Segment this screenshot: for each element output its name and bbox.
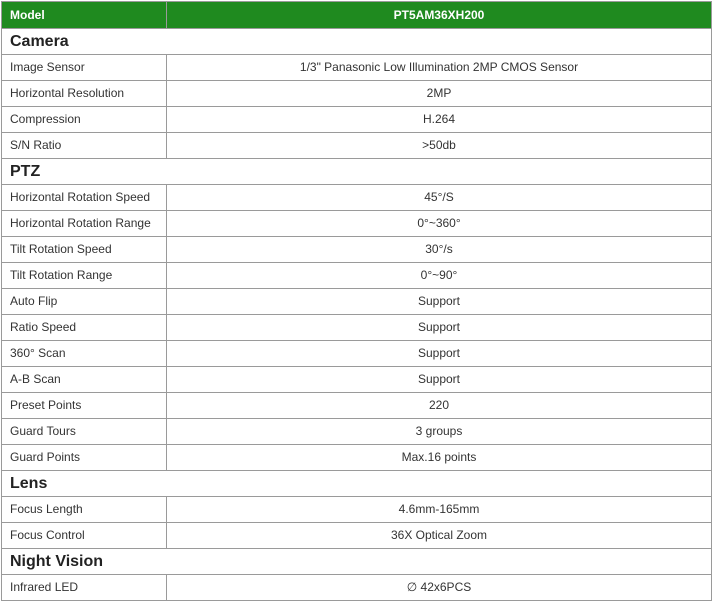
spec-value: 1/3" Panasonic Low Illumination 2MP CMOS Sensor xyxy=(167,55,712,81)
spec-label: 360° Scan xyxy=(2,341,167,367)
spec-label: Horizontal Rotation Speed xyxy=(2,185,167,211)
spec-value: H.264 xyxy=(167,107,712,133)
section-title: Camera xyxy=(2,29,712,55)
spec-value: Support xyxy=(167,315,712,341)
spec-value: 3 groups xyxy=(167,419,712,445)
spec-label: Guard Tours xyxy=(2,419,167,445)
spec-row xyxy=(2,393,712,419)
spec-label: Infrared LED xyxy=(2,575,167,601)
spec-table-body xyxy=(2,2,712,601)
section-title: Lens xyxy=(2,471,712,497)
spec-row xyxy=(2,133,712,159)
spec-value: 0°~90° xyxy=(167,263,712,289)
spec-value: Support xyxy=(167,341,712,367)
spec-row xyxy=(2,107,712,133)
spec-label: Auto Flip xyxy=(2,289,167,315)
spec-value: Max.16 points xyxy=(167,445,712,471)
spec-label: Preset Points xyxy=(2,393,167,419)
spec-row xyxy=(2,81,712,107)
spec-value: Support xyxy=(167,289,712,315)
spec-row xyxy=(2,289,712,315)
spec-value: ∅ 42x6PCS xyxy=(167,575,712,601)
section-title: PTZ xyxy=(2,159,712,185)
section-header-row xyxy=(2,159,712,185)
spec-value: 45°/S xyxy=(167,185,712,211)
spec-row xyxy=(2,523,712,549)
spec-table xyxy=(1,1,712,601)
spec-value: 4.6mm-165mm xyxy=(167,497,712,523)
section-header-row xyxy=(2,549,712,575)
spec-label: Ratio Speed xyxy=(2,315,167,341)
section-header-row xyxy=(2,471,712,497)
spec-value: 220 xyxy=(167,393,712,419)
model-value: PT5AM36XH200 xyxy=(167,2,712,29)
spec-row xyxy=(2,419,712,445)
section-header-row xyxy=(2,29,712,55)
spec-row xyxy=(2,445,712,471)
spec-label: S/N Ratio xyxy=(2,133,167,159)
spec-label: Tilt Rotation Range xyxy=(2,263,167,289)
spec-row xyxy=(2,211,712,237)
spec-label: A-B Scan xyxy=(2,367,167,393)
spec-label: Focus Control xyxy=(2,523,167,549)
spec-label: Guard Points xyxy=(2,445,167,471)
spec-label: Compression xyxy=(2,107,167,133)
spec-row xyxy=(2,367,712,393)
spec-value: 2MP xyxy=(167,81,712,107)
spec-value: 36X Optical Zoom xyxy=(167,523,712,549)
spec-label: Horizontal Rotation Range xyxy=(2,211,167,237)
section-title: Night Vision xyxy=(2,549,712,575)
spec-label: Focus Length xyxy=(2,497,167,523)
spec-row xyxy=(2,185,712,211)
table-header-row xyxy=(2,2,712,29)
spec-label: Tilt Rotation Speed xyxy=(2,237,167,263)
spec-row xyxy=(2,497,712,523)
spec-row xyxy=(2,575,712,601)
spec-value: 0°~360° xyxy=(167,211,712,237)
spec-row xyxy=(2,341,712,367)
spec-row xyxy=(2,55,712,81)
spec-value: Support xyxy=(167,367,712,393)
spec-value: >50db xyxy=(167,133,712,159)
model-label: Model xyxy=(2,2,167,29)
spec-row xyxy=(2,237,712,263)
spec-row xyxy=(2,315,712,341)
spec-row xyxy=(2,263,712,289)
spec-value: 30°/s xyxy=(167,237,712,263)
spec-label: Horizontal Resolution xyxy=(2,81,167,107)
spec-label: Image Sensor xyxy=(2,55,167,81)
